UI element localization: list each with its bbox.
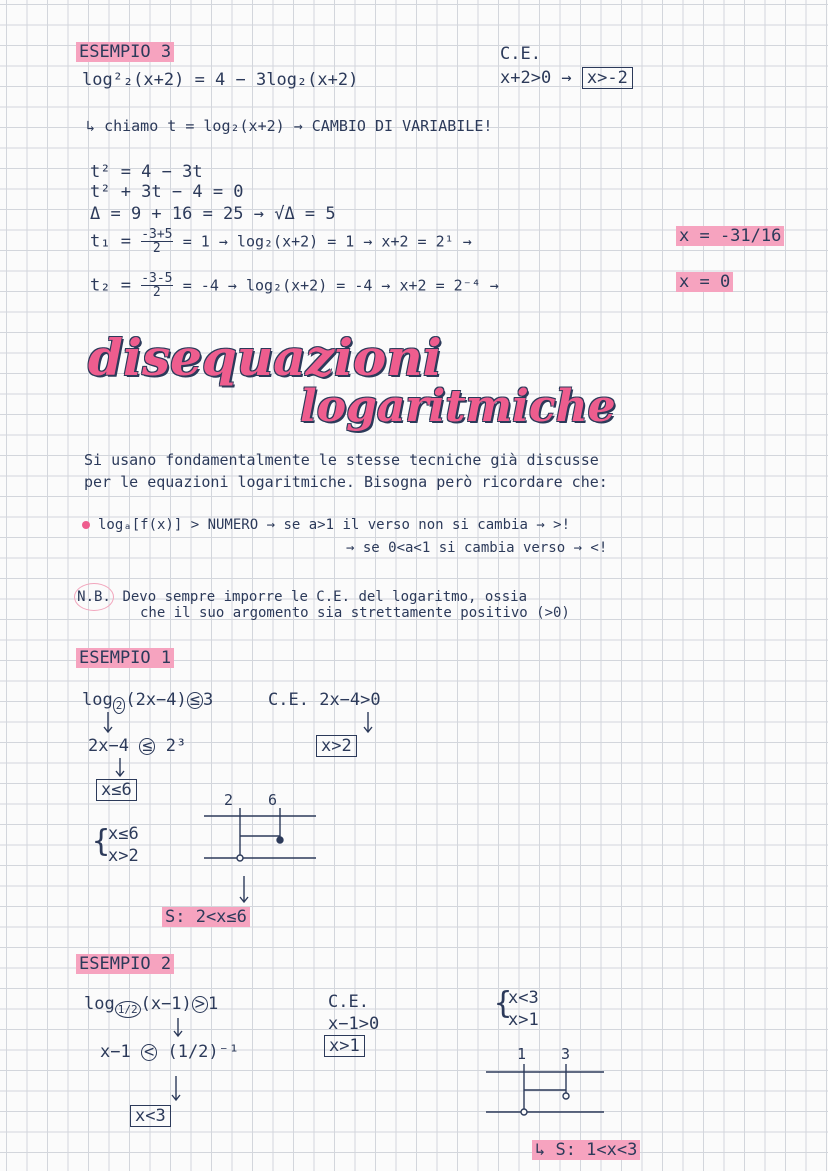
example1-rhs: 3 bbox=[203, 690, 214, 710]
example1-base: 2 bbox=[113, 697, 126, 714]
substitution-arrow-icon: ↳ bbox=[86, 117, 96, 135]
nb-line2: che il suo argomento sia strettamente positivo (>0) bbox=[140, 605, 570, 621]
example3-heading: ESEMPIO 3 bbox=[76, 42, 174, 62]
example2-arrow-down-1 bbox=[174, 1018, 182, 1036]
example2-system-line1: x<3 bbox=[508, 988, 539, 1008]
example1-tick1: 2 bbox=[224, 791, 234, 809]
t2-label: t₂ = bbox=[90, 275, 142, 296]
title-line1: disequazioni bbox=[88, 328, 442, 387]
example1-ce-label: C.E. bbox=[268, 690, 309, 710]
example2-base: 1/2 bbox=[115, 1001, 141, 1018]
example2-arg: (x−1) bbox=[140, 994, 192, 1014]
t1-num: -3+5 bbox=[141, 227, 173, 242]
example2-solution: ↳ S: 1<x<3 bbox=[532, 1140, 640, 1160]
example3-ce-label: C.E. bbox=[500, 44, 541, 64]
example1-step-lhs: 2x−4 bbox=[88, 736, 129, 756]
example1-tick2: 6 bbox=[268, 791, 278, 809]
t1-den: 2 bbox=[152, 241, 161, 256]
example1-solution: S: 2<x≤6 bbox=[162, 907, 250, 927]
rule-expr: logₐ[f(x)] > NUMERO bbox=[98, 517, 259, 533]
example3-substitution-text: chiamo t = log₂(x+2) → CAMBIO DI VARIABILE! bbox=[104, 117, 493, 135]
example2-ce-result: x>1 bbox=[324, 1035, 365, 1057]
example3-step1: t² = 4 − 3t bbox=[90, 162, 203, 182]
example1-system-line2: x>2 bbox=[108, 846, 139, 866]
example1-step-rhs: 2³ bbox=[165, 736, 187, 756]
example2-tick1: 1 bbox=[517, 1045, 527, 1063]
example1-ce-result: x>2 bbox=[316, 735, 357, 757]
example2-system-brace: { bbox=[494, 986, 513, 1021]
example2-ce-label: C.E. bbox=[328, 992, 369, 1012]
example3-equation: log²₂(x+2) = 4 − 3log₂(x+2) bbox=[82, 70, 359, 90]
example1-system-brace: { bbox=[92, 824, 111, 859]
example3-step2: t² + 3t − 4 = 0 bbox=[90, 182, 244, 202]
example3-ce-result: x>-2 bbox=[582, 67, 633, 89]
title-line2: logaritmiche bbox=[300, 381, 616, 432]
example1-arrow-down-3 bbox=[116, 758, 124, 776]
example2-log: log bbox=[84, 994, 115, 1014]
example3-t2-result: x = 0 bbox=[676, 272, 733, 292]
example2-open-3 bbox=[563, 1093, 569, 1099]
example1-relation: ≤ bbox=[187, 692, 203, 709]
example2-system-line2: x>1 bbox=[508, 1010, 539, 1030]
nb-label: N.B. bbox=[74, 583, 114, 611]
example3-step3: Δ = 9 + 16 = 25 → √Δ = 5 bbox=[90, 204, 336, 224]
t1-label: t₁ = bbox=[90, 231, 142, 252]
example1-arrow-down-2 bbox=[364, 712, 372, 732]
example2-tick2: 3 bbox=[561, 1045, 571, 1063]
t1-tail: = 1 → log₂(x+2) = 1 → x+2 = 2¹ → bbox=[182, 232, 472, 251]
example2-result: x<3 bbox=[130, 1105, 171, 1127]
example2-relation: > bbox=[192, 996, 208, 1013]
example1-heading: ESEMPIO 1 bbox=[76, 648, 174, 668]
t2-den: 2 bbox=[152, 285, 161, 300]
example2-step-rel: < bbox=[141, 1044, 157, 1061]
t2-tail: = -4 → log₂(x+2) = -4 → x+2 = 2⁻⁴ → bbox=[182, 276, 499, 295]
example1-result: x≤6 bbox=[96, 779, 137, 801]
example1-log: log bbox=[82, 690, 113, 710]
intro-line1: Si usano fondamentalmente le stesse tecniche già discusse bbox=[84, 451, 599, 469]
rule-case2: → se 0<a<1 si cambia verso → <! bbox=[346, 540, 608, 556]
example2-rhs: 1 bbox=[208, 994, 219, 1014]
example1-system-line1: x≤6 bbox=[108, 824, 139, 844]
example1-step-rel: ≤ bbox=[139, 738, 155, 755]
example3-ce-cond: x+2>0 → bbox=[500, 68, 572, 88]
example1-closed-6 bbox=[277, 837, 283, 843]
rule-case1: → se a>1 il verso non si cambia → >! bbox=[266, 517, 571, 533]
example2-open-1 bbox=[521, 1109, 527, 1115]
t2-num: -3-5 bbox=[141, 271, 173, 286]
example1-ce-cond: 2x−4>0 bbox=[319, 690, 381, 710]
example2-step-lhs: x−1 bbox=[100, 1042, 131, 1062]
example1-open-2 bbox=[237, 855, 243, 861]
example1-arrow-down-1 bbox=[104, 712, 112, 732]
example1-arrow-to-solution bbox=[240, 876, 248, 902]
example3-t1-result: x = -31/16 bbox=[676, 226, 784, 246]
example1-arg: (2x−4) bbox=[125, 690, 187, 710]
example2-heading: ESEMPIO 2 bbox=[76, 954, 174, 974]
example2-step-rhs: (1/2)⁻¹ bbox=[167, 1042, 240, 1062]
nb-text1: Devo sempre imporre le C.E. del logaritmo, ossia bbox=[122, 589, 528, 605]
example2-ce-cond: x−1>0 bbox=[328, 1014, 380, 1034]
intro-line2: per le equazioni logaritmiche. Bisogna però ricordare che: bbox=[84, 473, 608, 491]
example2-arrow-down-2 bbox=[172, 1076, 180, 1100]
